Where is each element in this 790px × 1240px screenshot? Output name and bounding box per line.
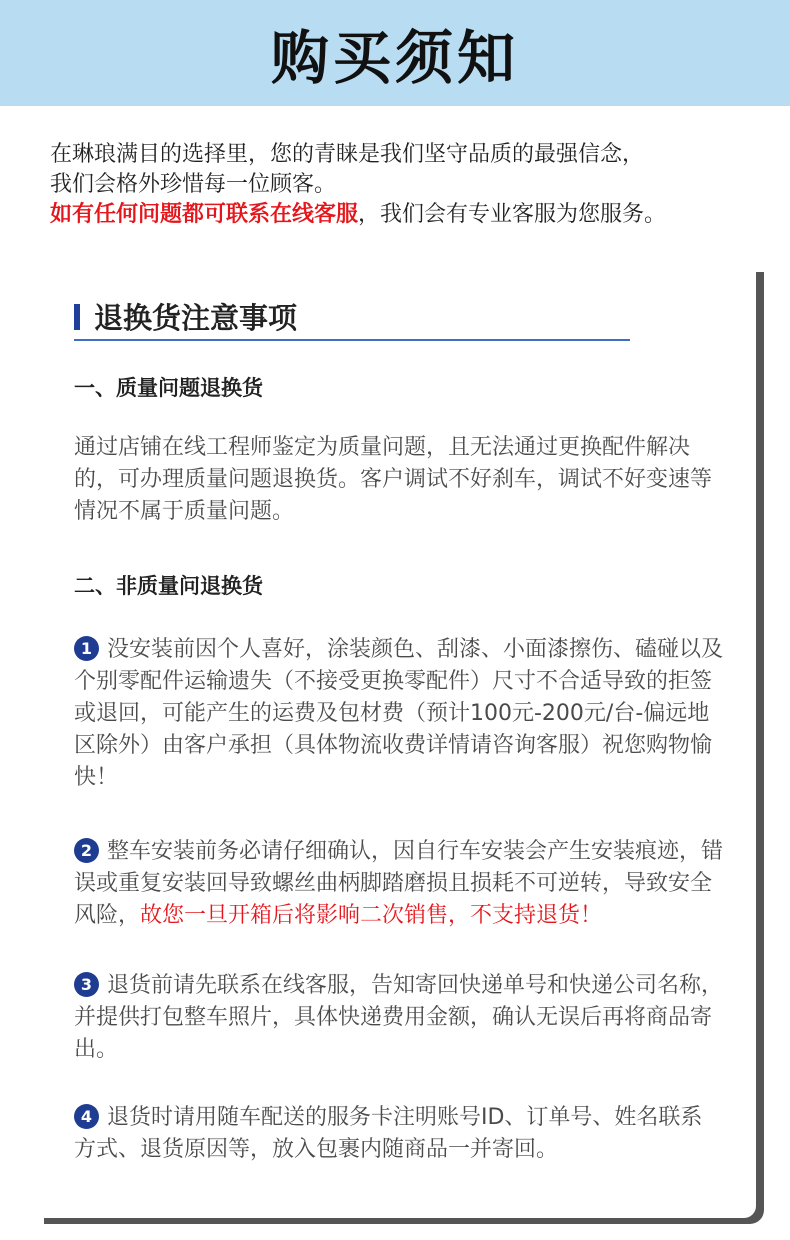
list-item-2-text: 整车安装前务必请仔细确认，因自行车安装会产生安装痕迹，错误或重复安装回导致螺丝曲柄脚踏磨损且损耗不可逆转，导致安全风险， [74,839,724,928]
list-item-4-text: 退货时请用随车配送的服务卡注明账号ID、订单号、姓名联系方式、退货原因等，放入包裹内随商品一并寄回。 [74,1105,703,1162]
section-1-text: 通过店铺在线工程师鉴定为质量问题，且无法通过更换配件解决的，可办理质量问题退换货。客户调试不好刹车，调试不好变速等情况不属于质量问题。 [74,435,713,524]
list-item-1 [74,634,724,794]
title-accent-bar [74,304,80,330]
section-1-heading: 一、质量问题退换货 [74,376,263,400]
page-title: 购买须知 [270,24,519,92]
list-item-2 [74,836,724,932]
list-item-1-text: 没安装前因个人喜好，涂装颜色、刮漆、小面漆擦伤、磕碰以及个别零配件运输遗失（不接受更换零配件）尺寸不合适导致的拒签或退回，可能产生的运费及包材费（预计100元-200元/台-偏远地区除外）由客户承担（具体物流收费详情请咨询客服）祝您购物愉快！ [74,637,724,790]
return-policy-card [36,262,756,1218]
list-item-4 [74,1102,724,1166]
title-underline [74,339,630,341]
card-title-text: 退换货注意事项 [94,301,298,335]
intro-text [50,140,770,230]
number-2-icon: 2 [74,838,99,863]
card-title [74,296,297,337]
section-2-heading: 二、非质量问退换货 [74,574,263,598]
number-3-icon: 3 [74,972,99,997]
number-1-icon: 1 [74,636,99,661]
list-item-2-warning: 故您一旦开箱后将影响二次销售，不支持退货！ [140,903,603,928]
intro-line-3 [50,200,770,230]
intro-line-2: 我们会格外珍惜每一位顾客。 [50,172,337,197]
list-item-3 [74,970,724,1066]
intro-highlight: 如有任何问题都可联系在线客服 [50,202,359,227]
intro-line-1: 在琳琅满目的选择里，您的青睐是我们坚守品质的最强信念， [50,142,645,167]
list-item-3-text: 退货前请先联系在线客服，告知寄回快递单号和快递公司名称，并提供打包整车照片，具体快递费用金额，确认无误后再将商品寄出。 [74,973,724,1062]
header-banner [0,0,790,106]
intro-line-3-rest: ，我们会有专业客服为您服务。 [358,202,667,227]
number-4-icon: 4 [74,1104,99,1129]
